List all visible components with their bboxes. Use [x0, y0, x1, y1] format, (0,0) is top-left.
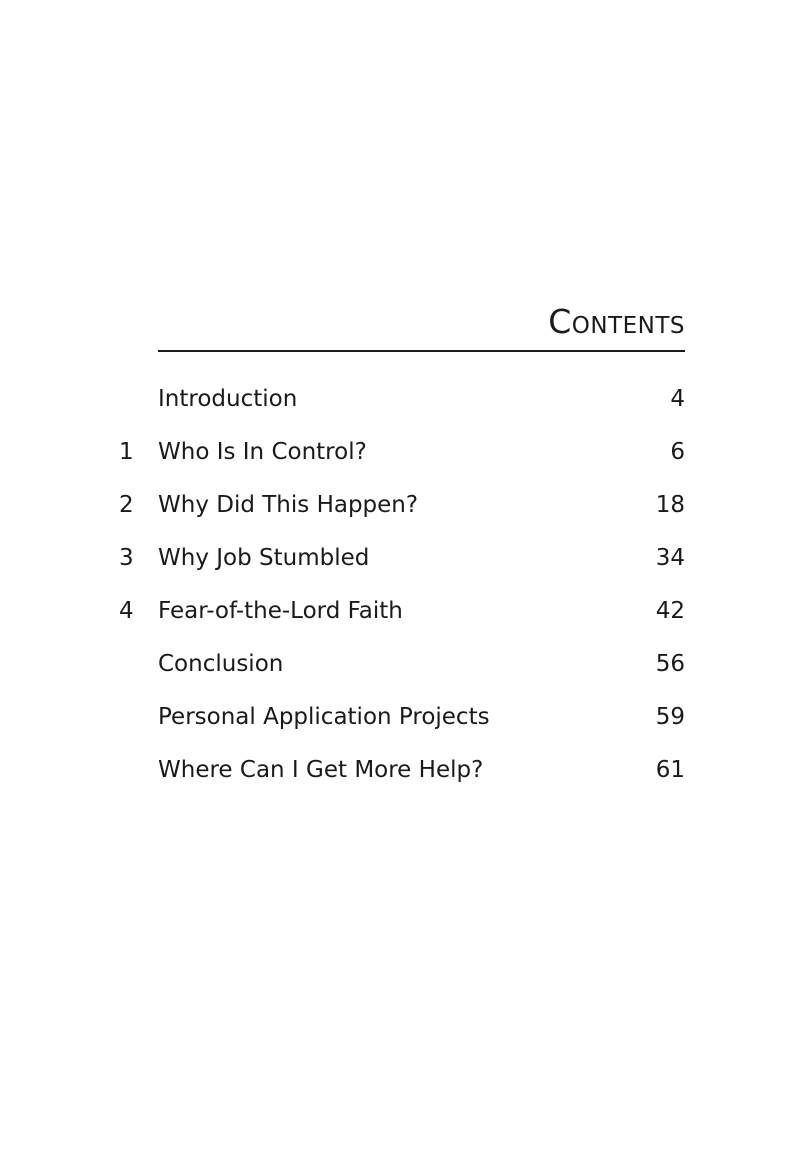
- entry-title: Why Did This Happen?: [158, 492, 419, 518]
- entry-title: Fear-of-the-Lord Faith: [158, 598, 403, 624]
- entry-title: Introduction: [158, 386, 298, 412]
- page-number: 18: [655, 492, 685, 518]
- entry-title: Who Is In Control?: [158, 439, 367, 465]
- page-number: 56: [655, 651, 685, 677]
- toc-entry-introduction[interactable]: [110, 373, 685, 426]
- page-number: 6: [670, 439, 685, 465]
- toc-entry-chapter-3[interactable]: [110, 532, 685, 585]
- toc-entry-personal-application-projects[interactable]: [110, 691, 685, 744]
- chapter-number: 2: [119, 492, 134, 518]
- entry-title: Conclusion: [158, 651, 284, 677]
- toc-entry-conclusion[interactable]: [110, 638, 685, 691]
- toc-entry-chapter-4[interactable]: [110, 585, 685, 638]
- page-number: 61: [655, 757, 685, 783]
- entry-title: Personal Application Projects: [158, 704, 490, 730]
- page-number: 34: [655, 545, 685, 571]
- toc-entry-chapter-1[interactable]: [110, 426, 685, 479]
- entry-title: Where Can I Get More Help?: [158, 757, 484, 783]
- toc-entry-more-help[interactable]: [110, 744, 685, 797]
- toc-entry-chapter-2[interactable]: [110, 479, 685, 532]
- page-number: 42: [655, 598, 685, 624]
- page-number: 59: [655, 704, 685, 730]
- contents-heading: Contents: [548, 302, 685, 341]
- chapter-number: 1: [119, 439, 134, 465]
- chapter-number: 4: [119, 598, 134, 624]
- entry-title: Why Job Stumbled: [158, 545, 370, 571]
- toc-list: [110, 373, 685, 797]
- chapter-number: 3: [119, 545, 134, 571]
- page-number: 4: [670, 386, 685, 412]
- heading-rule: [158, 350, 685, 352]
